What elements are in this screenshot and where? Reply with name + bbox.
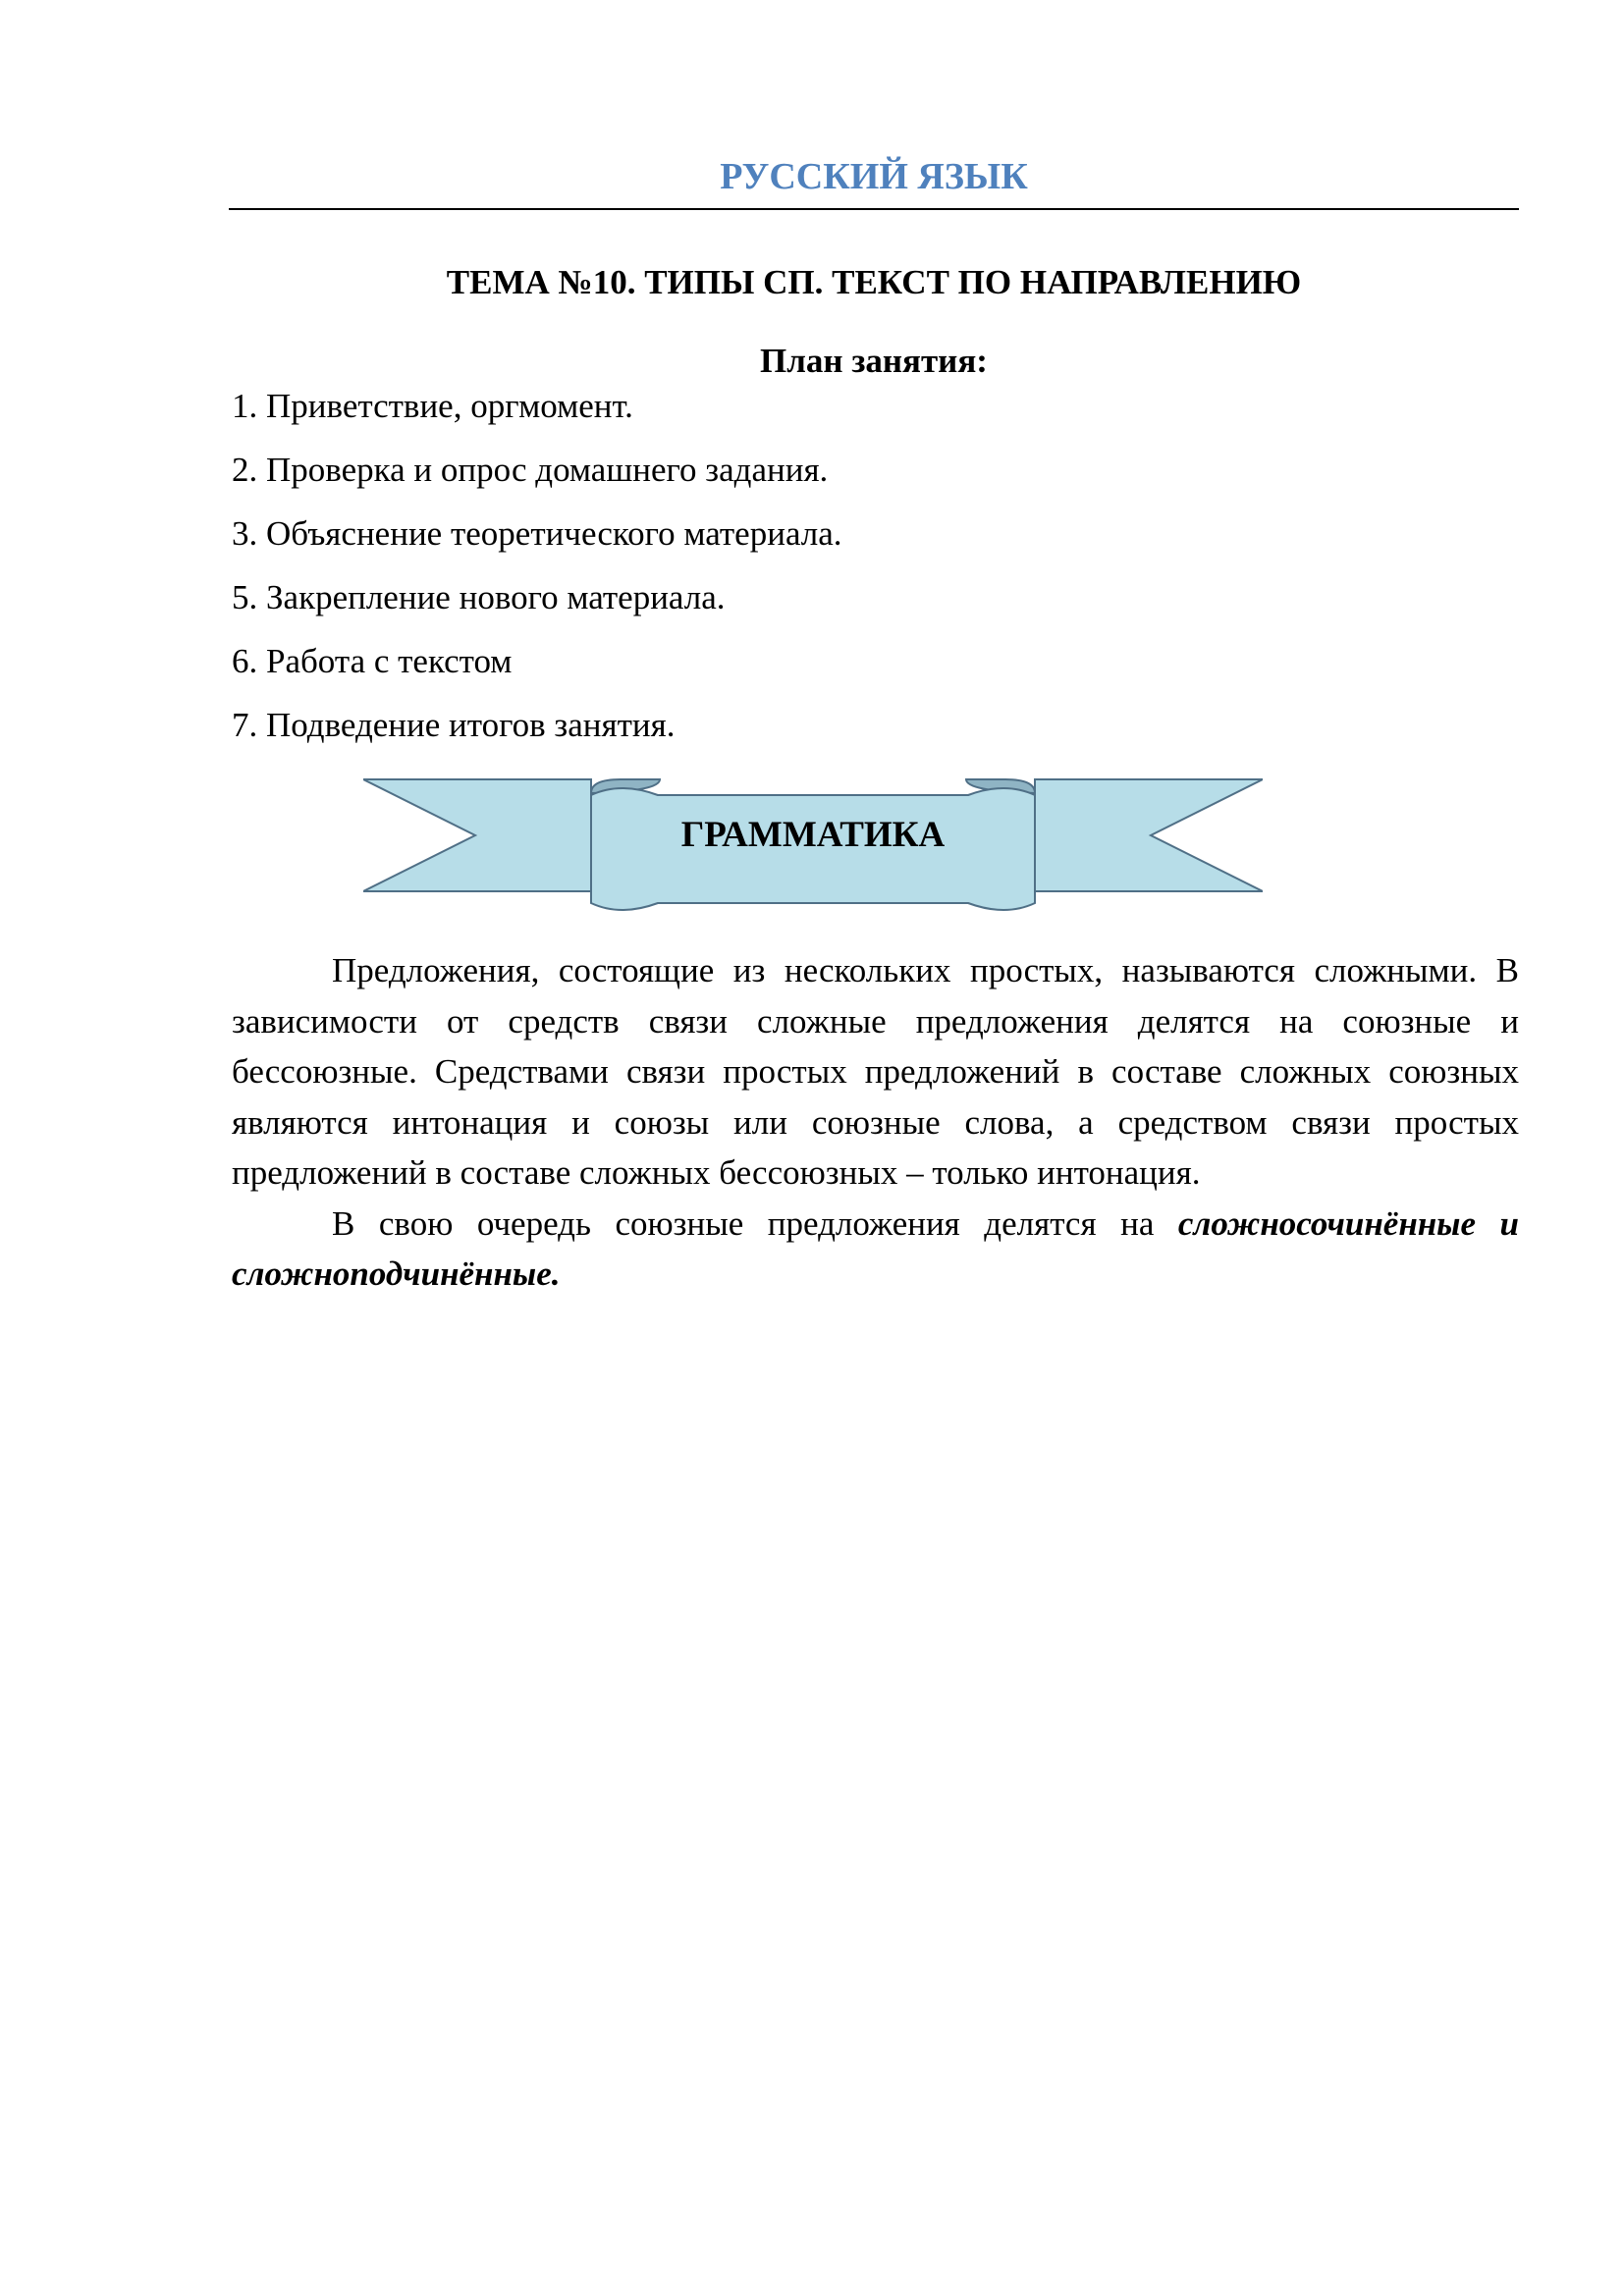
plan-item: 2. Проверка и опрос домашнего задания. (232, 451, 829, 489)
subject-header: РУССКИЙ ЯЗЫК (720, 156, 1028, 197)
plan-item: 3. Объяснение теоретического материала. (232, 514, 842, 553)
grammar-text (232, 945, 1519, 1300)
header-divider (229, 208, 1519, 210)
paragraph-2-emphasis: сложносочинённые и сложноподчинённые. (232, 1203, 1519, 1293)
ribbon-right-tail (1035, 779, 1263, 891)
grammar-paragraph-2 (232, 1199, 1519, 1300)
plan-heading: План занятия: (760, 342, 988, 380)
grammar-paragraph-1: Предложения, состоящие из нескольких простых, называются сложными. В зависимости от средств связи сложные предложения делятся на союзные и бессоюзные. Средствами связи простых предложений в составе сложных союзных являются интонация и союзы или союзные слова, а средством связи простых предложений в составе сложных бессоюзных – только интонация. (232, 951, 1519, 1192)
plan-list (232, 385, 842, 768)
banner-title: ГРАММАТИКА (680, 815, 946, 855)
plan-item: 5. Закрепление нового материала. (232, 578, 726, 616)
topic-title: ТЕМА №10. ТИПЫ СП. ТЕКСТ ПО НАПРАВЛЕНИЮ (446, 263, 1302, 301)
paragraph-2-text: В свою очередь союзные предложения делятся на (332, 1203, 1178, 1243)
ribbon-left-tail (363, 779, 591, 891)
plan-item: 6. Работа с текстом (232, 642, 513, 680)
grammar-ribbon-banner (363, 774, 1263, 921)
plan-item: 1. Приветствие, оргмомент. (232, 387, 633, 425)
plan-item: 7. Подведение итогов занятия. (232, 706, 676, 744)
